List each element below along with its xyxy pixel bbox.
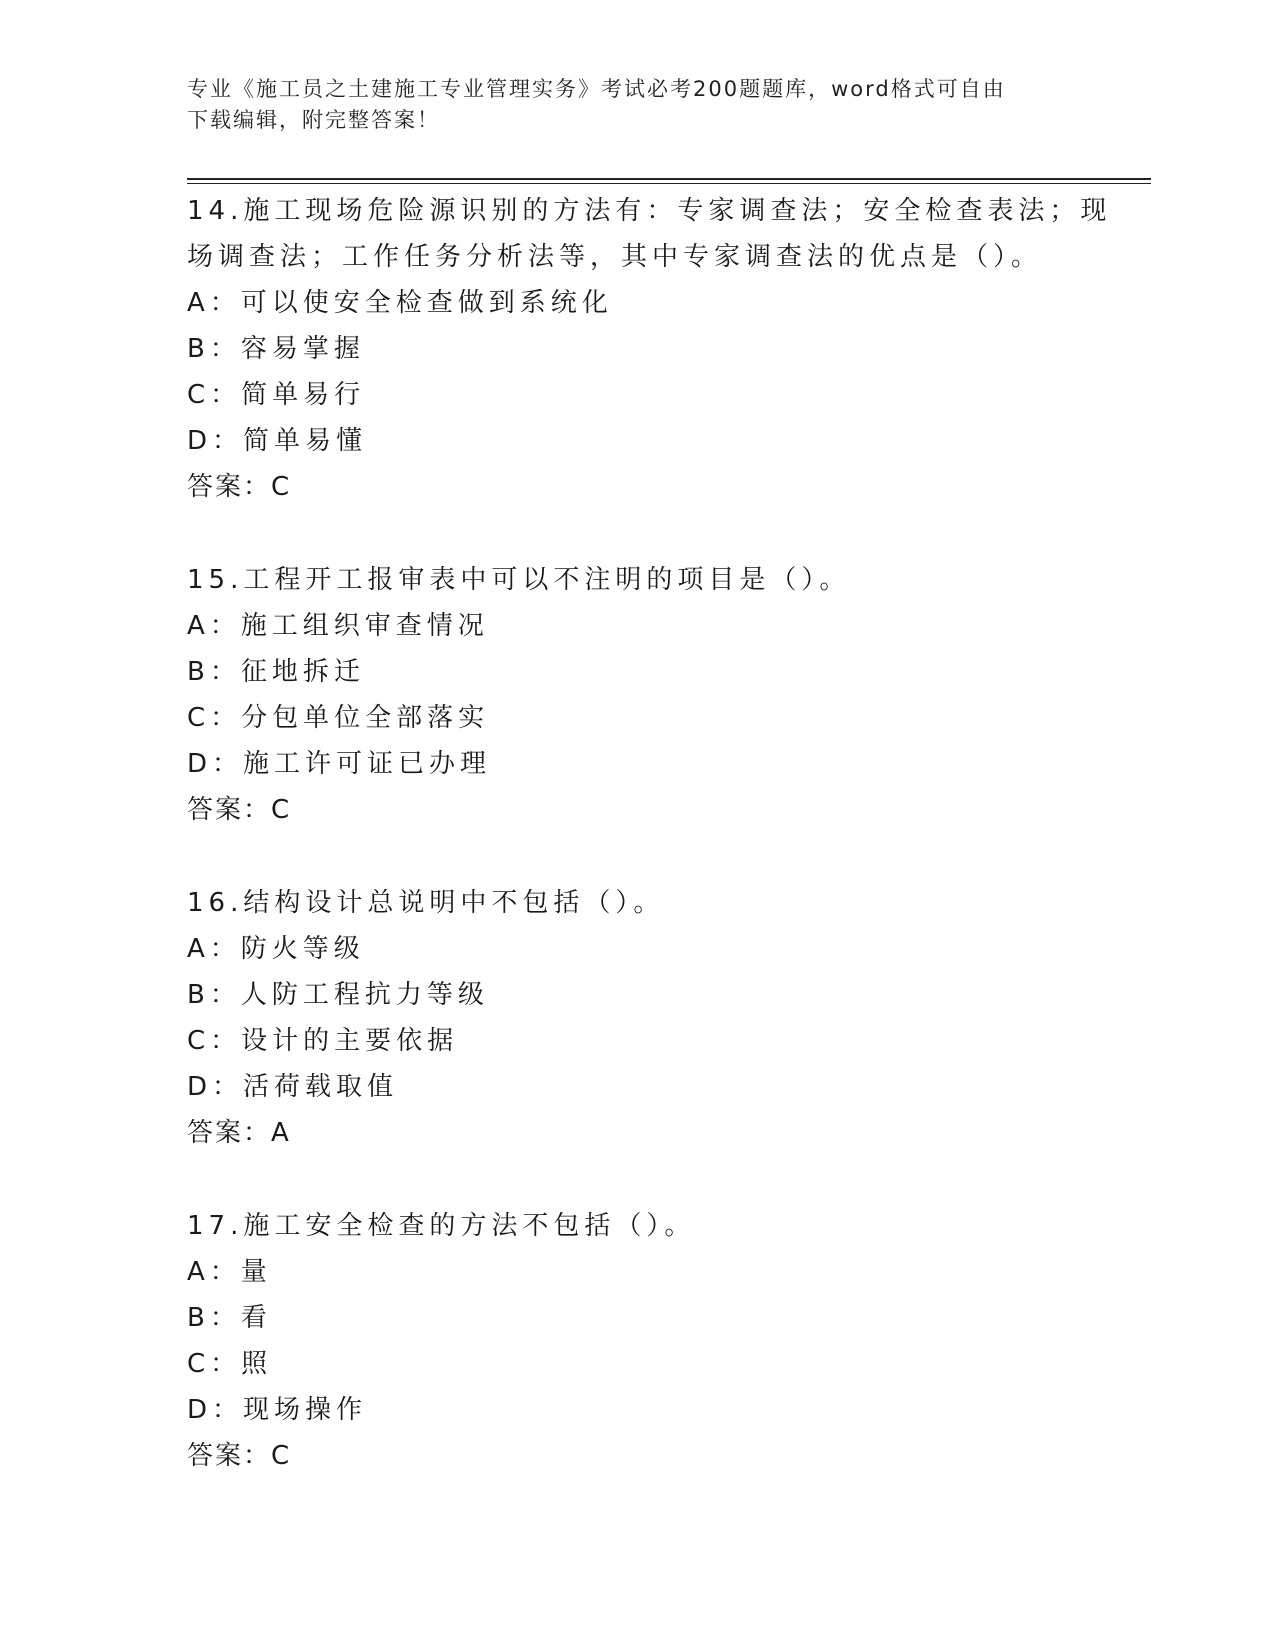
- option-d: D：施工许可证已办理: [187, 749, 492, 779]
- option-b: B：看: [187, 1303, 272, 1333]
- option-b: B：征地拆迁: [187, 657, 365, 687]
- document-header: [187, 74, 1087, 136]
- option-a: A：防火等级: [187, 934, 365, 964]
- answer: 答案：C: [187, 1441, 292, 1471]
- option-c: C：简单易行: [187, 380, 366, 410]
- header-line-1: 专业《施工员之土建施工专业管理实务》考试必考200题题库，word格式可自由: [187, 77, 1006, 101]
- question-stem: 15.工程开工报审表中可以不注明的项目是（）。: [187, 565, 851, 595]
- option-d: D：简单易懂: [187, 426, 368, 456]
- option-b: B：人防工程抗力等级: [187, 980, 489, 1010]
- option-d: D：现场操作: [187, 1395, 368, 1425]
- question-17: [187, 1203, 1127, 1479]
- option-c: C：照: [187, 1349, 273, 1379]
- question-list: [187, 188, 1127, 1526]
- option-b: B：容易掌握: [187, 334, 365, 364]
- answer: 答案：C: [187, 472, 292, 502]
- question-stem: 17.施工安全检查的方法不包括（）。: [187, 1211, 696, 1241]
- option-a: A：量: [187, 1257, 272, 1287]
- option-c: C：设计的主要依据: [187, 1026, 459, 1056]
- header-divider-thick: [187, 178, 1151, 180]
- option-c: C：分包单位全部落实: [187, 703, 490, 733]
- header-line-2: 下载编辑，附完整答案！: [187, 108, 440, 132]
- option-a: A：可以使安全检查做到系统化: [187, 288, 613, 318]
- option-d: D：活荷载取值: [187, 1072, 399, 1102]
- question-stem: 16.结构设计总说明中不包括（）。: [187, 888, 665, 918]
- question-stem: 14.施工现场危险源识别的方法有：专家调查法；安全检查表法；现场调查法；工作任务分析法等，其中专家调查法的优点是（）。: [187, 196, 1112, 272]
- question-15: [187, 557, 1127, 833]
- header-divider-thin: [187, 183, 1151, 184]
- answer: 答案：A: [187, 1118, 291, 1148]
- answer: 答案：C: [187, 795, 292, 825]
- question-14: [187, 188, 1127, 510]
- question-16: [187, 880, 1127, 1156]
- option-a: A：施工组织审查情况: [187, 611, 489, 641]
